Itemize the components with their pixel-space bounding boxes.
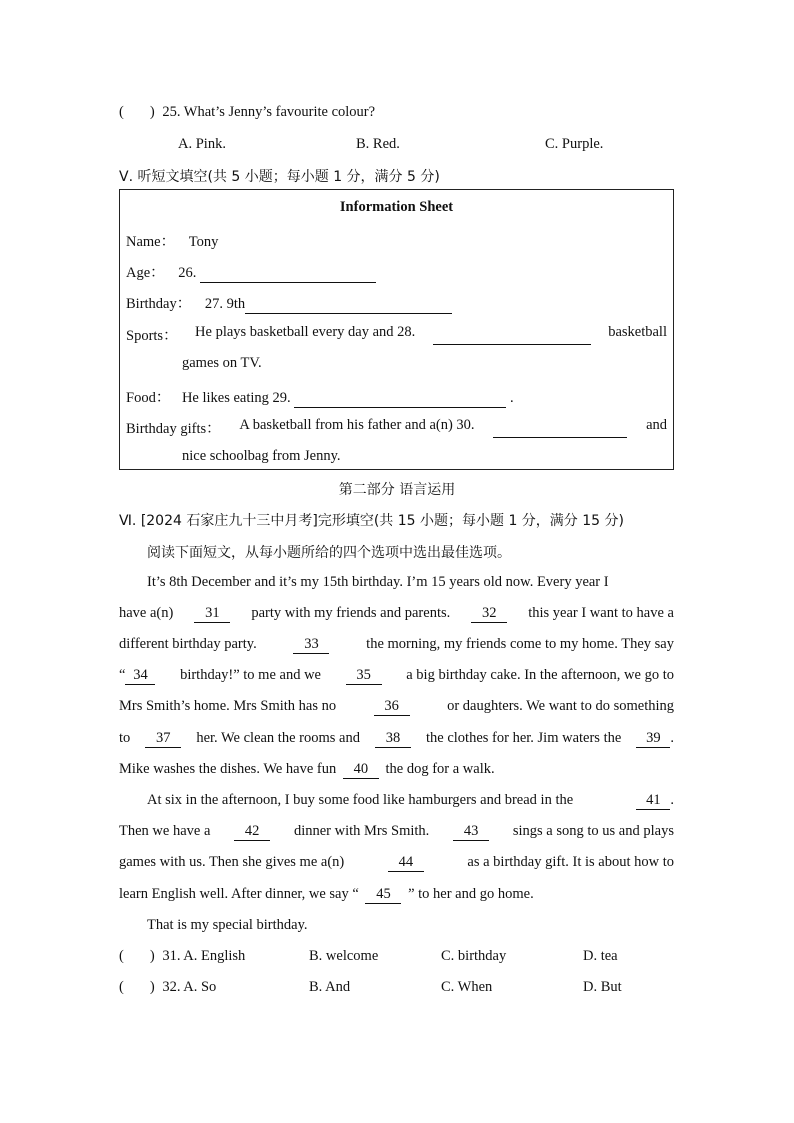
blank-41[interactable]: 41 bbox=[636, 792, 670, 810]
passage-text: It’s 8th December and it’s my 15th birthday. I’m 15 years old now. Every year I bbox=[147, 574, 609, 590]
birthday-label: Birthday： bbox=[126, 296, 192, 312]
info-age-row bbox=[126, 261, 376, 283]
passage-text: a big birthday cake. In the afternoon, we go to bbox=[406, 667, 674, 683]
info-title: Information Sheet bbox=[339, 199, 454, 215]
sports-pre: He plays basketball every day and 28. bbox=[195, 324, 416, 340]
passage-text: sings a song to us and plays bbox=[512, 823, 674, 839]
passage-text: . bbox=[670, 730, 674, 746]
name-label: Name： bbox=[126, 234, 176, 250]
option-b: B. Red. bbox=[356, 136, 400, 152]
info-name-row bbox=[126, 230, 218, 251]
age-number: 26. bbox=[178, 265, 197, 281]
blank-38[interactable]: 38 bbox=[375, 730, 411, 748]
passage-text: party with my friends and parents. bbox=[251, 605, 451, 621]
gifts-label: Birthday gifts： bbox=[126, 421, 221, 437]
passage-text: games with us. Then she gives me a(n) bbox=[119, 854, 345, 870]
section-5-title: Ⅴ. 听短文填空(共 5 小题；每小题 1 分，满分 5 分) bbox=[119, 169, 440, 185]
blank-37[interactable]: 37 bbox=[145, 730, 181, 748]
answer-paren-open: ( bbox=[119, 979, 124, 995]
passage-text: . bbox=[670, 792, 674, 808]
passage-text: At six in the afternoon, I buy some food like hamburgers and bread in the bbox=[147, 792, 574, 808]
blank-43[interactable]: 43 bbox=[453, 823, 489, 841]
passage-line-11 bbox=[119, 886, 534, 904]
blank-44[interactable]: 44 bbox=[388, 854, 424, 872]
blank-45[interactable]: 45 bbox=[365, 886, 401, 904]
blank-27[interactable] bbox=[245, 296, 452, 314]
blank-42[interactable]: 42 bbox=[234, 823, 270, 841]
passage-text: the dog for a walk. bbox=[385, 761, 495, 777]
blank-26[interactable] bbox=[200, 265, 376, 283]
info-food-row bbox=[126, 386, 514, 408]
info-gifts-row bbox=[126, 417, 667, 438]
answer-paren-close: ) bbox=[149, 948, 155, 964]
option-d: D. tea bbox=[583, 948, 618, 964]
answer-paren-open: ( bbox=[119, 104, 124, 120]
answer-paren-close: ) bbox=[149, 104, 155, 120]
part-2-title: 第二部分 语言运用 bbox=[338, 482, 456, 498]
question-stem: 25. What’s Jenny’s favourite colour? bbox=[162, 104, 376, 120]
blank-33[interactable]: 33 bbox=[293, 636, 329, 654]
answer-paren-close: ) bbox=[149, 979, 155, 995]
blank-30[interactable] bbox=[493, 417, 627, 438]
question-31 bbox=[119, 948, 245, 965]
blank-36[interactable]: 36 bbox=[374, 698, 410, 716]
food-pre: He likes eating 29. bbox=[181, 390, 291, 406]
option-a: 31. A. English bbox=[162, 948, 246, 964]
option-c: C. birthday bbox=[441, 948, 507, 964]
blank-28[interactable] bbox=[433, 324, 591, 345]
passage-text: as a birthday gift. It is about how to bbox=[467, 854, 674, 870]
section-6-title: Ⅵ. [2024 石家庄九十三中月考]完形填空(共 15 小题；每小题 1 分，满分 15 分) bbox=[119, 513, 624, 529]
option-d: D. But bbox=[583, 979, 622, 995]
passage-line-6 bbox=[119, 730, 674, 748]
blank-34[interactable]: 34 bbox=[125, 667, 155, 685]
passage-text: the morning, my friends come to my home. They say bbox=[366, 636, 674, 652]
section-6-instruction: 阅读下面短文，从每小题所给的四个选项中选出最佳选项。 bbox=[147, 545, 511, 561]
gifts-line-2: nice schoolbag from Jenny. bbox=[182, 448, 341, 464]
passage-line-5 bbox=[119, 698, 674, 716]
question-25 bbox=[119, 104, 375, 121]
passage-line-8 bbox=[147, 792, 674, 810]
age-label: Age： bbox=[126, 265, 165, 281]
passage-line-12: That is my special birthday. bbox=[147, 917, 308, 933]
answer-paren-open: ( bbox=[119, 948, 124, 964]
info-sports-row bbox=[126, 324, 667, 345]
sports-post: basketball bbox=[608, 324, 667, 340]
food-label: Food： bbox=[126, 390, 171, 406]
passage-text: her. We clean the rooms and bbox=[196, 730, 360, 746]
passage-line-9 bbox=[119, 823, 674, 841]
option-c: C. When bbox=[441, 979, 493, 995]
blank-35[interactable]: 35 bbox=[346, 667, 382, 685]
option-a: 32. A. So bbox=[162, 979, 217, 995]
passage-line-2 bbox=[119, 605, 674, 623]
passage-text: birthday!” to me and we bbox=[180, 667, 321, 683]
question-32 bbox=[119, 979, 216, 996]
food-post: . bbox=[509, 390, 514, 406]
passage-text: Mike washes the dishes. We have fun bbox=[119, 761, 337, 777]
birthday-text: 27. 9th bbox=[204, 296, 246, 312]
blank-31[interactable]: 31 bbox=[194, 605, 230, 623]
option-c: C. Purple. bbox=[545, 136, 604, 152]
blank-29[interactable] bbox=[294, 390, 506, 408]
gifts-post: and bbox=[646, 417, 667, 433]
option-b: B. welcome bbox=[309, 948, 379, 964]
passage-text: different birthday party. bbox=[119, 636, 257, 652]
passage-text: Mrs Smith’s home. Mrs Smith has no bbox=[119, 698, 337, 714]
passage-text: this year I want to have a bbox=[528, 605, 674, 621]
sports-line-2: games on TV. bbox=[182, 355, 262, 371]
name-value: Tony bbox=[188, 234, 219, 250]
passage-text: dinner with Mrs Smith. bbox=[293, 823, 430, 839]
blank-32[interactable]: 32 bbox=[471, 605, 507, 623]
information-sheet bbox=[119, 189, 674, 470]
passage-text: ” to her and go home. bbox=[408, 886, 534, 902]
passage-line-3 bbox=[119, 636, 674, 654]
passage-line-7 bbox=[119, 761, 495, 779]
passage-text: Then we have a bbox=[119, 823, 211, 839]
passage-text: to bbox=[119, 730, 131, 746]
passage-line-4 bbox=[119, 667, 674, 685]
passage-text: have a(n) bbox=[119, 605, 174, 621]
gifts-pre: A basketball from his father and a(n) 30. bbox=[239, 417, 475, 433]
option-b: B. And bbox=[309, 979, 351, 995]
passage-text: “ bbox=[119, 667, 126, 683]
sports-label: Sports： bbox=[126, 328, 178, 344]
passage-line-1 bbox=[147, 574, 674, 591]
passage-line-10 bbox=[119, 854, 674, 872]
passage-text: the clothes for her. Jim waters the bbox=[426, 730, 622, 746]
blank-39[interactable]: 39 bbox=[636, 730, 670, 748]
option-a: A. Pink. bbox=[178, 136, 226, 152]
passage-text: learn English well. After dinner, we say “ bbox=[119, 886, 359, 902]
blank-40[interactable]: 40 bbox=[343, 761, 379, 779]
passage-text: or daughters. We want to do something bbox=[447, 698, 674, 714]
info-birthday-row bbox=[126, 292, 452, 314]
